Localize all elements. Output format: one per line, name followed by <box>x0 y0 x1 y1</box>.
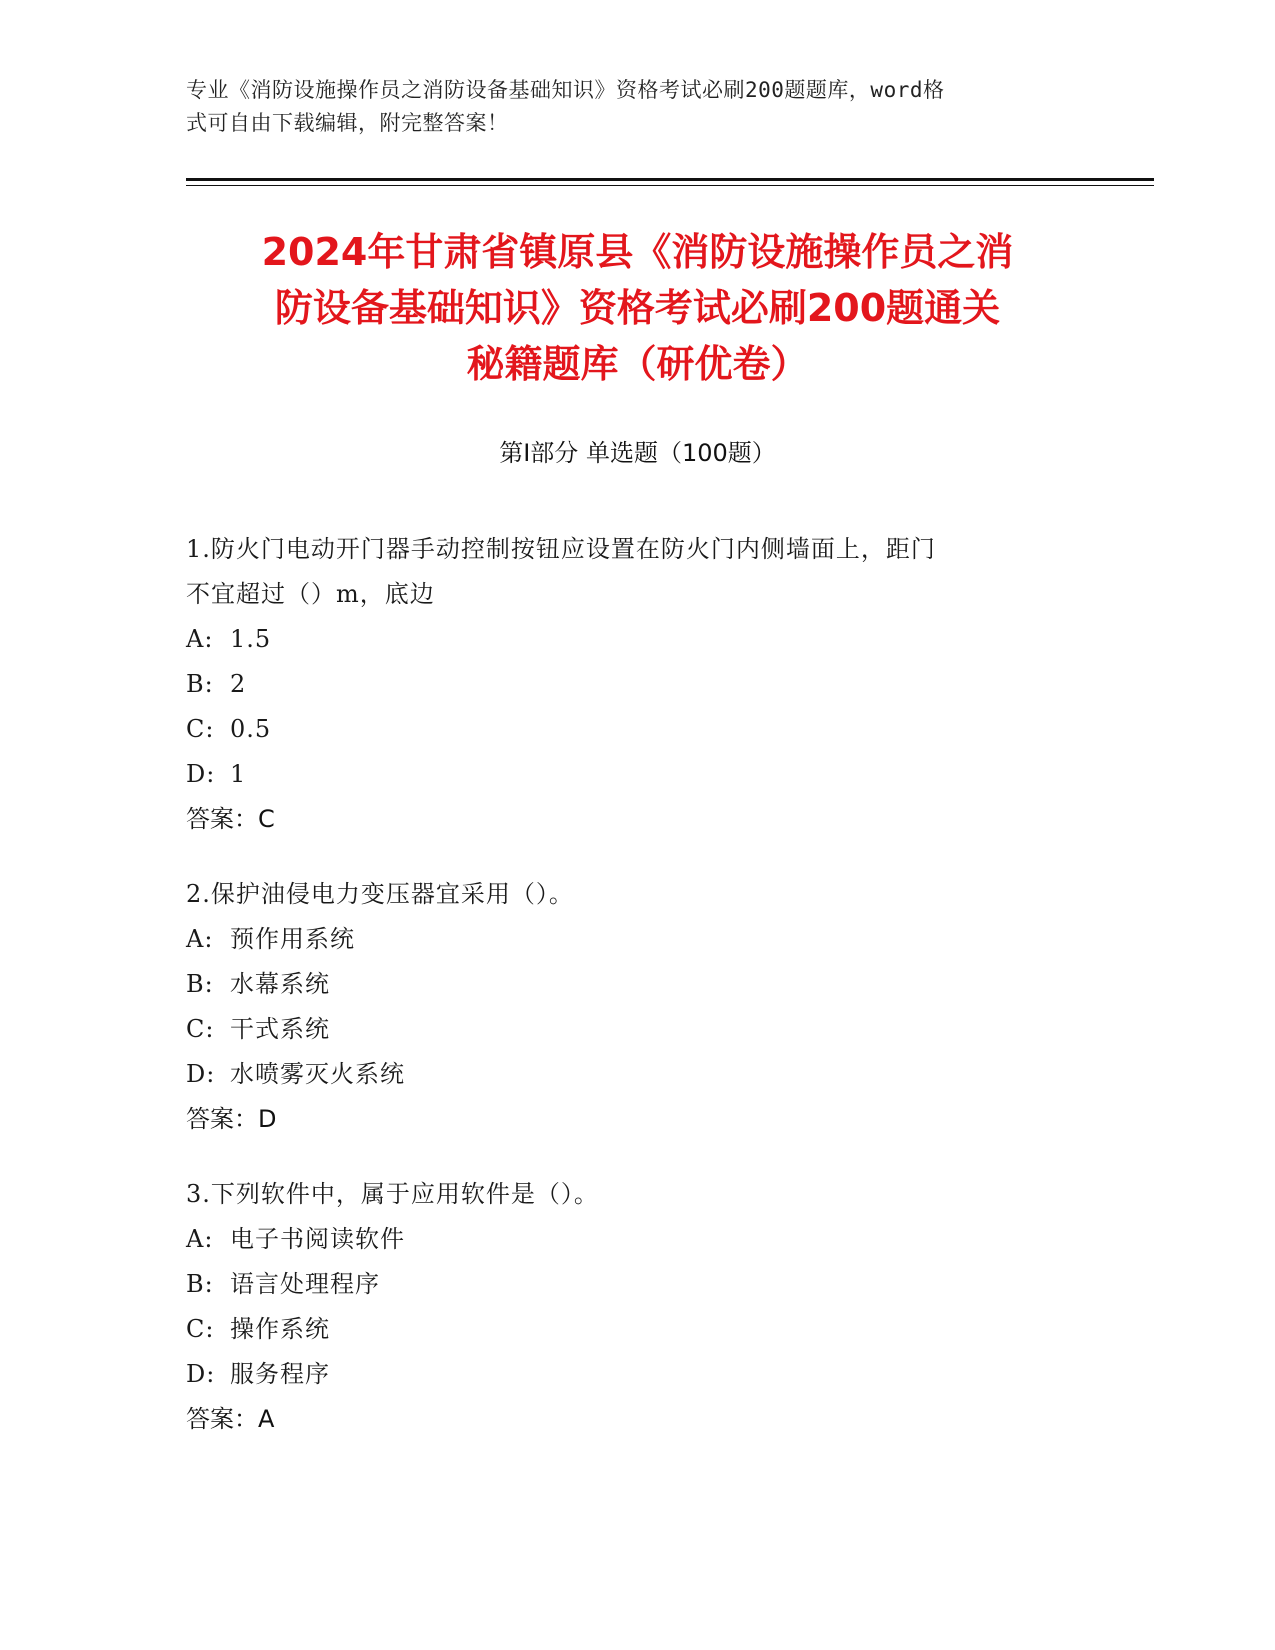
option-d <box>186 1352 1086 1397</box>
option-d <box>186 1052 1086 1097</box>
option-b <box>186 962 1086 1007</box>
question-item <box>186 1172 1086 1442</box>
option-letter: D: <box>186 1360 216 1388</box>
option-c <box>186 1007 1086 1052</box>
option-c <box>186 1307 1086 1352</box>
title-line-3: 秘籍题库（研优卷） <box>466 342 809 386</box>
option-text: 干式系统 <box>230 1015 330 1043</box>
option-text: 语言处理程序 <box>230 1270 380 1298</box>
question-stem-line: 3.下列软件中，属于应用软件是（）。 <box>186 1180 599 1208</box>
answer-line: 答案：D <box>186 1105 277 1133</box>
title-line-1: 2024年甘肃省镇原县《消防设施操作员之消 <box>261 230 1014 274</box>
option-letter: C: <box>186 1015 215 1043</box>
option-letter: C: <box>186 715 215 743</box>
option-letter: D: <box>186 1060 216 1088</box>
option-letter: B: <box>186 1270 214 1298</box>
question-stem <box>186 527 1086 617</box>
option-letter: D: <box>186 760 216 788</box>
option-c <box>186 707 1086 752</box>
option-text: 服务程序 <box>230 1360 330 1388</box>
option-letter: A: <box>186 625 214 653</box>
answer-line: 答案：C <box>186 805 275 833</box>
option-letter: A: <box>186 1225 214 1253</box>
option-d <box>186 752 1086 797</box>
question-stem-line: 不宜超过（）m，底边 <box>186 580 435 608</box>
option-a <box>186 1217 1086 1262</box>
option-text: 2 <box>230 670 247 698</box>
option-a <box>186 917 1086 962</box>
question-stem <box>186 872 1086 917</box>
option-text: 操作系统 <box>230 1315 330 1343</box>
question-item <box>186 527 1086 842</box>
option-letter: C: <box>186 1315 215 1343</box>
intro-line-1: 专业《消防设施操作员之消防设备基础知识》资格考试必刷200题题库，word格 <box>186 78 945 102</box>
section-heading: 第Ⅰ部分 单选题（100题） <box>499 439 776 467</box>
header-divider-thick <box>186 178 1154 181</box>
option-text: 1 <box>230 760 247 788</box>
intro-text <box>186 74 1076 140</box>
option-text: 水幕系统 <box>230 970 330 998</box>
question-item <box>186 872 1086 1142</box>
option-b <box>186 662 1086 707</box>
option-text: 1.5 <box>230 625 272 653</box>
document-title <box>150 224 1125 392</box>
option-text: 水喷雾灭火系统 <box>230 1060 405 1088</box>
option-text: 电子书阅读软件 <box>230 1225 405 1253</box>
option-letter: A: <box>186 925 214 953</box>
answer-line: 答案：A <box>186 1405 275 1433</box>
option-b <box>186 1262 1086 1307</box>
question-stem-line: 1.防火门电动开门器手动控制按钮应设置在防火门内侧墙面上，距门 <box>186 535 936 563</box>
title-line-2: 防设备基础知识》资格考试必刷200题通关 <box>274 286 1001 330</box>
option-text: 预作用系统 <box>230 925 355 953</box>
header-divider-thin <box>186 185 1154 186</box>
option-a <box>186 617 1086 662</box>
option-letter: B: <box>186 670 214 698</box>
question-stem-line: 2.保护油侵电力变压器宜采用（）。 <box>186 880 574 908</box>
intro-line-2: 式可自由下载编辑，附完整答案！ <box>186 111 509 135</box>
question-stem <box>186 1172 1086 1217</box>
option-letter: B: <box>186 970 214 998</box>
option-text: 0.5 <box>230 715 272 743</box>
question-list <box>186 527 1086 1472</box>
